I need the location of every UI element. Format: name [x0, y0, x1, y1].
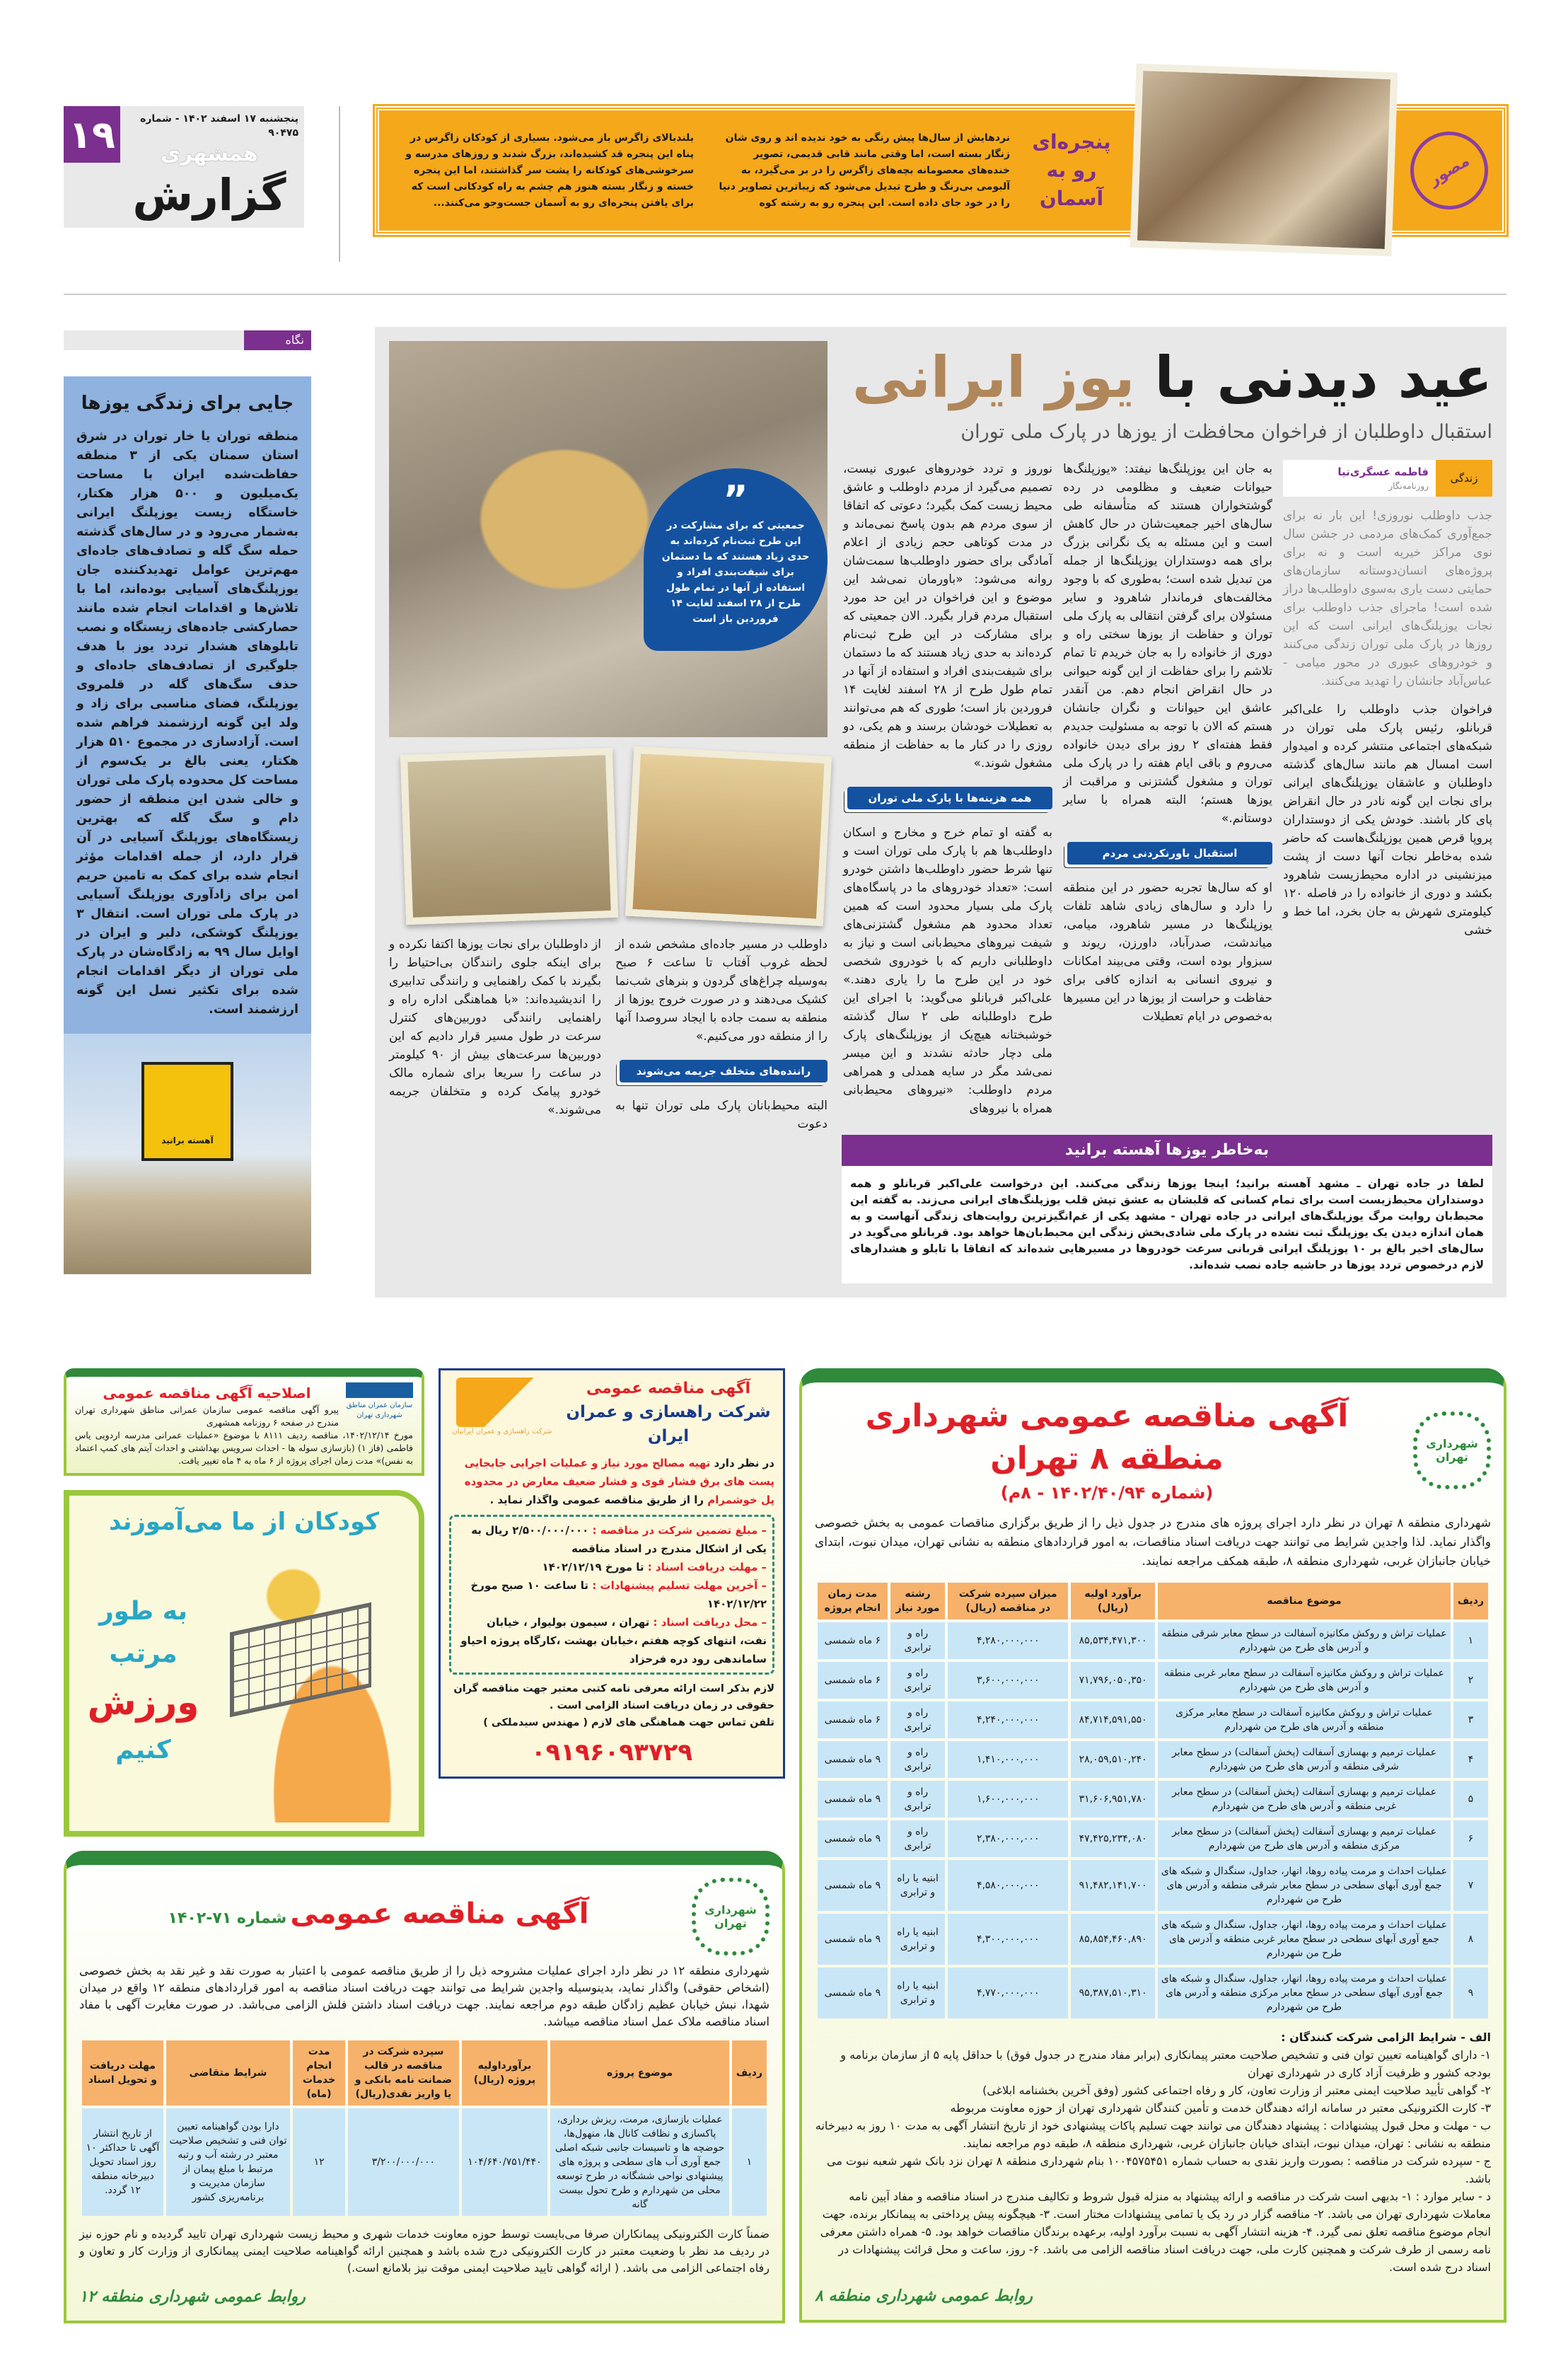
- table-cell: ۹ ماه شمسی: [818, 1741, 888, 1778]
- value: تا ساعت ۱۰ صبح مورخ ۱۴۰۲/۱۲/۲۲: [470, 1579, 767, 1610]
- table-cell: ۴,۵۸۰,۰۰۰,۰۰۰: [948, 1860, 1068, 1911]
- article-subheading: راننده‌های متخلف جریمه می‌شوند: [620, 1060, 828, 1082]
- kids-volleyball-illustration: [216, 1540, 410, 1822]
- table-cell: عملیات احداث و مرمت پیاده روها، انهار، جداول، سنگدال و شبکه های جمع آوری آبهای سطحی در سطح معابر مرکزی منطقه و آدرس های طرح من شهردارم: [1158, 1968, 1451, 2018]
- article-paragraph: او که سال‌ها تجربه حضور در این منطقه را دارد و سال‌های زیادی شاهد تلفات یوزپلنگ‌ها در مسیر شاهرود، میامی، میاندشت، صدرآباد، داورزن، ریوند و سبزوار بوده است، وقتی می‌بیند امکانات و نیروی انسانی به اندازه کافی برای حفاظت و حراست از یوزها در این مسیرها به‌خصوص در ایام تعطیلات: [1063, 881, 1272, 1024]
- label: – محل دریافت اسناد :: [653, 1616, 767, 1629]
- table-row: [818, 1781, 1488, 1818]
- text: تهیه مصالح مورد نیاز و عملیات اجرایی جابجایی پست های برق فشار قوی و فشار ضعیف معارض در محدوده پل خوشمرام: [464, 1457, 774, 1506]
- page-header: [64, 106, 1506, 262]
- article-paragraph: فراخوان جذب داوطلب را علی‌اکبر قربانلو، رئیس پارک ملی توران در شبکه‌های اجتماعی منتشر کرده و امیدوار است امسال هم مانند سال‌های گذشته داوطلبان و عاشقان یوزپلنگ‌های ایرانی برای نجات این گونه نادر در حال انقراض پای کار باشند. خودش یکی از دوستداران پروپا قرص همین یوزپلنگ‌هاست که حاضر شده به‌خاطر نجات آنها دست از پشت میزنشینی در اداره محیط‌زیست شاهرود بکشد و دوری از خانواده را در فاصله ۱۲۰ کیلومتری شهرش به جان بخرد، اما خط و خشی: [1283, 703, 1492, 937]
- table-cell: ۹ ماه شمسی: [818, 1820, 888, 1857]
- ad-signature: روابط عمومی شهرداری منطقه ۸: [815, 2287, 1033, 2305]
- sidebar-title: جایی برای زندگی یوزها: [81, 393, 294, 414]
- table-cell: راه و ترابری: [890, 1702, 946, 1738]
- sidebar-text: منطقه توران یا خار توران در شرق استان سمنان یکی از ۳ منطقه حفاظت‌شده ایران با مساحت یک‌میلیون و ۵۰۰ هزار هکتار، خاستگاه زیست یوزپلنگ ایرانی به‌شمار می‌رود و در سال‌های گذشته حمله سگ گله و تصادف‌های جاده‌ای مهم‌ترین عوامل تهدیدکننده جان یوزپلنگ‌های آسیایی بوده‌اند، اما با تلاش‌ها و اقدامات انجام شده مانند حصارکشی جاده‌های زیستگاه و نصب تابلوهای هشدار تردد یوز با هدف جلوگیری از تصادف‌های جاده‌ای و حذف سگ‌های گله در قلمروی یوزپلنگ، فضای مناسبی برای زاد و ولد این گونه ارزشمند فراهم شده است. آزادسازی در مجموع ۵۱۰ هزار هکتار، یعنی بالغ بر یک‌سوم از مساحت کل محدوده پارک ملی توران و خالی شدن این منطقه از حضور دام و سگ گله که بهترین زیستگاه‌های یوزپلنگ آسیایی در آن قرار دارد، از جمله اقدامات مؤثر انجام شده برای کمک به تامین حریم امن برای زادآوری یوزپلنگ آسیایی در پارک ملی توران است. انتقال ۳ یوزپلنگ کوشکی، دلبر و ایران در اوایل سال ۹۹ به زادگاه‌شان در پارک ملی توران از دیگر اقدامات انجام شده برای تکثیر نسل این گونه ارزشمند است.: [76, 429, 299, 1017]
- ad-slogan: کنیم: [115, 1735, 171, 1764]
- tehran-municipality-logo: شهرداری تهران: [1413, 1411, 1491, 1489]
- column-header: ردیف: [732, 2040, 767, 2105]
- section-tag: نگاه: [244, 330, 311, 350]
- article-paragraph: از داوطلبان برای نجات یوزها اکتفا نکرده و برای اینکه جلوی رانندگان بی‌احتیاط را بگیرند با کمک راهنمایی و رانندگی تدابیری را اندیشیده‌اند: «با هماهنگی اداره راه و راهنمایی رانندگی دوربین‌های کنترل سرعت در طول مسیر قرار دادیم که این دوربین‌ها سرعت‌های بیش از ۹۰ کیلومتر در ساعت را سریعا برای شماره مالک خودرو پیامک کرده و متخلفان جریمه می‌شوند.»: [389, 937, 601, 1117]
- article-lead: جذب داوطلب نوروزی! این بار نه برای جمع‌آوری کمک‌های مردمی در جشن سال نوی مراکز خیریه است و نه برای پروژه‌های انسان‌دوستانه سازمان‌های حمایتی دست یاری به‌سوی داوطلب‌ها دراز شده است! ماجرای جذب داوطلب برای نجات یوزپلنگ‌های ایرانی است که این روزها در پارک ملی توران زندگی می‌کنند و خودروهای عبوری در محور میامی - عباس‌آباد جانشان را تهدید می‌کنند.: [1283, 509, 1492, 688]
- road-sign-photo: [64, 1034, 311, 1274]
- table-cell: ۷۱,۷۹۶,۰۵۰,۳۵۰: [1071, 1662, 1155, 1699]
- cheetah-photo: [389, 341, 828, 737]
- table-cell: ۲,۳۸۰,۰۰۰,۰۰۰: [948, 1820, 1068, 1857]
- company-logo-caption: شرکت راهسازی و عمران ایرانیان: [452, 1428, 552, 1435]
- condition-line: ۱- دارای گواهینامه تعیین توان فنی و تشخیص صلاحیت معتبر پیمانکاری (برابر مفاد مندرج در جدول فوق) با حداقل پایه ۵ از سازمان برنامه و بودجه کشور و ظرفیت آزاد کاری در شهرداری تهران: [840, 2048, 1491, 2079]
- banner-text: نردهایش از سال‌ها پیش رنگی به خود ندیده اند و روی شان زنگار بسته است، اما وقتی مانند قابی قدیمی، تصویر خنده‌های معصومانه بچه‌های زاگرس را در بر می‌گیرد، به آلبومی بی‌رنگ و طرح تبدیل می‌شود که زیباترین تصاویر دنیا را در خود جای داده است. این پنجره رو به رشته کوه: [719, 132, 1010, 209]
- article-column: [389, 935, 601, 1119]
- table-cell: ۱۲: [293, 2108, 345, 2216]
- ad-body: [78, 1540, 410, 1822]
- ad-slogan: به طور: [98, 1597, 188, 1626]
- table-cell: ۳۱,۶۰۶,۹۵۱,۷۸۰: [1071, 1781, 1155, 1818]
- headline-part: یوز ایرانی: [852, 345, 1135, 410]
- ad-title-text: آگهی مناقصه عمومی: [290, 1897, 589, 1930]
- column-header: سپرده شرکت در مناقصه در قالب ضمانت نامه بانکی و یا واریز نقدی(ریال): [348, 2040, 458, 2105]
- ad-titles: [815, 1395, 1399, 1506]
- table-cell: عملیات ترمیم و بهسازی آسفالت (پخش آسفالت) در سطح معابر شرقی منطقه و آدرس های طرح من شهردارم: [1158, 1741, 1451, 1778]
- byline-box: [1283, 460, 1436, 497]
- table-row: [818, 1968, 1488, 2018]
- table-row: [818, 1662, 1488, 1699]
- article-column: [615, 935, 828, 1133]
- headline: [842, 341, 1492, 415]
- table-cell: ۴,۲۸۰,۰۰۰,۰۰۰: [948, 1622, 1068, 1659]
- table-cell: ۲۸,۰۵۹,۵۱۰,۲۴۰: [1071, 1741, 1155, 1778]
- author-role: روزنامه‌نگار: [1388, 481, 1429, 491]
- tender-ad-region-12: [64, 1851, 785, 2323]
- cheetah-warning-sign: آهسته برانید: [141, 1062, 233, 1161]
- column-header: شرایط متقاضی: [166, 2040, 290, 2105]
- table-cell: ۸۴,۷۱۴,۵۹۱,۵۵۰: [1071, 1702, 1155, 1738]
- ad-number: شماره ۷۱-۱۴۰۲: [168, 1910, 287, 1927]
- column-header: مدت زمان انجام پروژه: [818, 1583, 888, 1619]
- condition-line: ۳- کارت الکترونیکی معتبر در سامانه ارائه دهندگان خدمت و تأمین کنندگان شهرداری تهران از حوزه معاونت مربوطه: [950, 2101, 1491, 2115]
- page-number: ۱۹: [64, 106, 120, 163]
- table-cell: عملیات بازسازی، مرمت، ریزش برداری، پاکسازی و نظافت کانال ها، منهول‌ها، حوضچه ها و تاسیسات جانبی شبکه اصلی جمع آوری آب های سطحی و پروژه های پیشنهادی نواحی ششگانه در طرح توسعه محلی من شهردارم و طرح تحول بیست گانه: [550, 2108, 729, 2216]
- article-paragraph: به گفته او تمام خرج و مخارج و اسکان داوطلب‌ها هم با پارک ملی توران است و تنها شرط حضور داوطلب‌ها داشتن خودرو است: «تعداد خودروهای ما در پاسگاه‌های پارک ملی بسیار محدود است که همین تعداد محدود هم مشغول گشتزنی‌های شیفت نیروهای محیط‌بانی است و نیاز به داوطلبانی داریم که با خودروی شخصی خود در این طرح ما را یاری دهند.» علی‌اکبر قربانلو می‌گوید: با اجرای این طرح داوطلبانه طی ۲ سال گذشته خوشبختانه هیچ‌یک از یوزپلنگ‌های پارک ملی دچار حادثه نشدند و این میسر نمی‌شد مگر در سایه همدلی و همراهی مردم داوطلب: «نیروهای محیط‌بانی همراه با نیروهای: [843, 826, 1052, 1116]
- table-cell: ۴,۷۷۰,۰۰۰,۰۰۰: [948, 1968, 1068, 2018]
- column-header: موضوع پروژه: [550, 2040, 729, 2105]
- ad-note: [449, 1680, 774, 1731]
- table-row: [818, 1860, 1488, 1911]
- section-title: گزارش: [132, 169, 286, 221]
- table-row: [82, 2108, 767, 2216]
- tender-table: [815, 1580, 1491, 2021]
- table-row: [818, 1702, 1488, 1738]
- article-subheading: استقبال باورنکردنی مردم: [1067, 842, 1272, 865]
- label: – مبلغ تضمین شرکت در مناقصه :: [592, 1524, 767, 1537]
- ad-signature: روابط عمومی شهرداری منطقه ۱۲: [79, 2288, 306, 2306]
- cheetah-cubs-photo: [625, 746, 832, 926]
- column-header: مهلت دریافت و تحویل اسناد: [82, 2040, 163, 2105]
- value: ۲/۵۰۰/۰۰۰/۰۰۰ ریال به یکی از اشکال مندرج در اسناد مناقصه: [471, 1524, 767, 1555]
- table-cell: ۱: [732, 2108, 767, 2216]
- ad-header: [815, 1395, 1491, 1506]
- table-cell: ۸۵,۸۵۴,۴۶۰,۸۹۰: [1071, 1914, 1155, 1965]
- feature-section: [64, 327, 1506, 1298]
- article-paragraph: البته محیط‌بانان پارک ملی توران تنها به دعوت: [615, 1099, 828, 1131]
- article-paragraph: داوطلب در مسیر جاده‌ای مشخص شده از لحظه غروب آفتاب تا ساعت ۶ صبح به‌وسیله چراغ‌های گردون و بنرهای شب‌نما کشیک می‌دهند و در صورت خروج یوزها از منطقه به سمت جاده با ایجاد سروصدا آنها را از منطقه دور می‌کنیم.»: [615, 937, 828, 1044]
- table-row: [818, 1914, 1488, 1965]
- info-box: [842, 1135, 1492, 1283]
- tender-ad-rahsazi: [439, 1368, 785, 1779]
- cheetah-photo-small: [400, 748, 618, 925]
- table-header-row: [82, 2040, 767, 2105]
- table-cell: دارا بودن گواهینامه تعیین توان فنی و تشخیص صلاحیت معتبر در رشته آب و رتبه مرتبط با مبلغ پیمان از سازمان مدیریت و برنامه‌ریزی کشور: [166, 2108, 290, 2216]
- table-cell: ۹ ماه شمسی: [818, 1914, 888, 1965]
- article-column: [1063, 460, 1272, 1026]
- table-cell: عملیات احداث و مرمت پیاده روها، انهار، جداول، سنگدال و شبکه های جمع آوری آبهای سطحی در سطح معابر غربی منطقه و آدرس های طرح من شهردارم: [1158, 1914, 1451, 1965]
- ad-details: [449, 1515, 774, 1675]
- article-column: [1283, 460, 1492, 940]
- ad-conditions: [815, 2028, 1491, 2276]
- table-cell: ۷: [1453, 1860, 1488, 1911]
- table-cell: عملیات ترمیم و بهسازی آسفالت (پخش آسفالت) در سطح معابر مرکزی منطقه و آدرس های طرح من شهردارم: [1158, 1820, 1451, 1857]
- article-paragraph: نوروز و تردد خودروهای عبوری نیست، تصمیم می‌گیرد از مردم داوطلب و عاشق محیط زیست کمک بگیرد؛ دعوتی که اتفاقا از سوی مردم هم بدون پاسخ نمی‌ماند و در مدت کوتاهی حجم زیادی از اعلام آمادگی برای حضور داوطلب‌ها سمت‌شان روانه می‌شود: «باورمان نمی‌شد این موضوع و این فراخوان در این حد مورد استقبال مردم قرار بگیرد. الان جمعیتی که برای مشارکت در این طرح ثبت‌نام کرده‌اند به حدی زیاد هستند که ما دستمان برای شیفت‌بندی افراد و استفاده از آنها در تمام طول طرح از ۲۸ اسفند لغایت ۱۴ فروردین باز است؛ طوری که هم می‌توانند به تعطیلات خودشان برسند و هم یکی، دو روزی را در کنار ما به حفاظت از منطقه مشغول شوند.»: [843, 462, 1052, 770]
- table-cell: ۹۱,۴۸۲,۱۴۱,۷۰۰: [1071, 1860, 1155, 1911]
- table-cell: ۹: [1453, 1968, 1488, 2018]
- table-cell: ۴: [1453, 1741, 1488, 1778]
- kids-sport-ad: [64, 1490, 424, 1837]
- ad-titles: [562, 1377, 774, 1448]
- quote-icon: ”: [723, 478, 748, 522]
- tender-table: [79, 2038, 770, 2219]
- photo-row: [389, 751, 828, 921]
- headline-part: عید دیدنی با: [1154, 345, 1492, 410]
- table-cell: ۳,۶۰۰,۰۰۰,۰۰۰: [948, 1662, 1068, 1699]
- table-cell: ۳: [1453, 1702, 1488, 1738]
- table-cell: از تاریخ انتشار آگهی تا حداکثر ۱۰ روز اسناد تحویل دبیرخانه منطقه ۱۲ گردد.: [82, 2108, 163, 2216]
- issue-date: پنجشنبه ۱۷ اسفند ۱۴۰۲ - شماره ۹۰۴۷۵: [140, 113, 298, 139]
- banner-text: بلندبالای زاگرس باز می‌شود. بسیاری از کودکان زاگرس در پناه این پنجره قد کشیده‌اند، بزرگ شدند و روزهای مدرسه و سرخوشی‌های کودکانه را پشت سر گذاشتند، اما این پنجره خسته و زنگار بسته هنوز هم چشم به راه کودکانی است که برای یافتن پنجره‌ای رو به آسمان جست‌وجو می‌کنند...: [405, 132, 694, 209]
- condition-line: ب - مهلت و محل قبول پیشنهادات : پیشنهاد دهندگان می توانند جهت تسلیم پاکات پیشنهادی خود از تاریخ انتشار آگهی به مدت ۱۰ روز به دبیرخانه منطقه به نشانی : تهران، میدان نبوت، ابتدای خیابان جانبازان غربی، شهرداری منطقه ۸، طبقه دوم مراجعه نمایند.: [815, 2119, 1491, 2150]
- ad-text: مورخ ۱۴۰۲/۱۲/۱۴، مناقصه ردیف ۸۱۱۱ با موضوع «عملیات عمرانی مدرسه اردویی یاس فاطمی (فاز ۱) (بازسازی سوله ها - احداث سرویس بهداشتی و احداث آیتم های کمپ اعتماد به نفس)» مدت زمان اجرای پروژه از ۶ ماه به ۴ ماه تغییر یافت.: [75, 1430, 413, 1466]
- table-cell: ۶ ماه شمسی: [818, 1702, 888, 1738]
- condition-line: الف - شرایط الزامی شرکت کنندگان :: [1281, 2030, 1491, 2044]
- tag-bar: [64, 330, 311, 350]
- table-cell: عملیات احداث و مرمت پیاده روها، انهار، جداول، سنگدال و شبکه های جمع آوری آبهای سطحی در سطح معابر شرقی منطقه و آدرس های طرح من شهردارم: [1158, 1860, 1451, 1911]
- table-row: [818, 1820, 1488, 1857]
- ad-title: کودکان از ما می‌آموزند: [108, 1508, 380, 1536]
- table-cell: ۹ ماه شمسی: [818, 1781, 888, 1818]
- divider: [339, 106, 340, 262]
- article-columns: [842, 460, 1492, 1118]
- table-cell: راه و ترابری: [890, 1820, 946, 1857]
- paper-name: همشهری: [161, 141, 258, 166]
- table-cell: ۴۷,۴۲۵,۲۳۴,۰۸۰: [1071, 1820, 1155, 1857]
- sidebar: [64, 327, 311, 1274]
- table-cell: ۹۵,۳۸۷,۵۱۰,۳۱۰: [1071, 1968, 1155, 2018]
- pull-quote: [644, 468, 828, 651]
- organization-logo: سازمان عمران مناطق شهرداری تهران: [346, 1382, 413, 1421]
- ad-intro: شهرداری منطقه ۱۲ در نظر دارد اجرای عملیات مشروحه ذیل را از طریق مناقصه عمومی با اعتبار به صورت نقد و غیر نقد به بخش خصوصی (اشخاص حقوقی) واگذار نماید، بدینوسیله واجدین شرایط می توانند جهت دریافت اسناد مناقصه به امور قراردادهای منطقه ۱۲ واقع در میدان شهدا، نبش خیابان عظیم زادگان طبقه دوم مراجعه نمایند. جهت دریافت اسناد داشتن فلش الزامی می‌باشد. در صورت مغایرت آگهی با مفاد اسناد مناقصه ملاک عمل اسناد مناقصه میباشد.: [79, 1964, 770, 2028]
- ad-header: [75, 1382, 413, 1429]
- table-cell: ۱,۶۰۰,۰۰۰,۰۰۰: [948, 1781, 1068, 1818]
- column-header: رشته مورد نیاز: [890, 1583, 946, 1619]
- byline: [1283, 460, 1492, 497]
- ads-left-group: [64, 1368, 785, 2323]
- condition-line: ۲- گواهی تأیید صلاحیت ایمنی معتبر از وزارت تعاون، کار و رفاه اجتماعی کشور (وفق آخرین بخشنامه ابلاغی): [982, 2084, 1491, 2097]
- column-header: میزان سپرده شرکت در مناقصه (ریال): [948, 1583, 1068, 1619]
- sidebar-content: [64, 376, 311, 1034]
- article-main: [842, 341, 1492, 1283]
- table-cell: ۴,۳۰۰,۰۰۰,۰۰۰: [948, 1914, 1068, 1965]
- table-cell: عملیات ترمیم و بهسازی آسفالت (پخش آسفالت) در سطح معابر غربی منطقه و آدرس های طرح من شهردارم: [1158, 1781, 1451, 1818]
- ad-title: اصلاحیه آگهی مناقصه عمومی: [103, 1385, 311, 1402]
- text: در نظر دارد: [714, 1457, 774, 1469]
- article-column: [843, 460, 1052, 1118]
- masthead-block: [64, 106, 304, 228]
- table-cell: ابنیه یا راه و ترابری: [890, 1968, 946, 2018]
- tehran-municipality-logo: شهرداری تهران: [692, 1878, 770, 1956]
- table-cell: ۱: [1453, 1622, 1488, 1659]
- ad-header: [449, 1377, 774, 1448]
- table-cell: ۱,۴۱۰,۰۰۰,۰۰۰: [948, 1741, 1068, 1778]
- table-header-row: [818, 1583, 1488, 1619]
- table-cell: ۸۵,۵۳۴,۴۷۱,۳۰۰: [1071, 1622, 1155, 1659]
- table-cell: عملیات تراش و روکش مکانیزه آسفالت در سطح معابر شرقی منطقه و آدرس های طرح من شهردارم: [1158, 1622, 1451, 1659]
- column-header: برآورد اولیه (ریال): [1071, 1583, 1155, 1619]
- banner-title: پنجره‌ای رو به آسمان: [1032, 130, 1111, 210]
- phone-number: ۰۹۱۹۶۰۹۳۷۲۹: [530, 1738, 693, 1767]
- ad-slogan: ورزش: [87, 1682, 199, 1723]
- sidebar-box: [64, 376, 311, 1274]
- label: – مهلت دریافت اسناد :: [647, 1561, 767, 1573]
- ad-title: آگهی مناقصه عمومی شهرداری منطقه ۸ تهران: [865, 1398, 1349, 1477]
- column-header: برآورداولیه پروژه (ریال): [462, 2040, 548, 2105]
- ad-number: (شماره ۱۴۰۲/۴۰/۹۴ - ۸م): [1000, 1483, 1214, 1503]
- tender-ad-region-8: [799, 1368, 1506, 2323]
- table-cell: راه و ترابری: [890, 1741, 946, 1778]
- masthead-text: [120, 106, 304, 228]
- table-cell: ابنیه یا راه و ترابری: [890, 1914, 946, 1965]
- ad-main: [75, 1382, 339, 1429]
- stamp-icon: مصور: [1396, 117, 1502, 224]
- table-cell: راه و ترابری: [890, 1781, 946, 1818]
- column-header: مدت انجام خدمات (ماه): [293, 2040, 345, 2105]
- table-cell: ۹ ماه شمسی: [818, 1860, 888, 1911]
- text: لازم بذکر است ارائه معرفی نامه کتبی معتبر جهت مناقصه گران حقوقی در زمان دریافت اسناد الزامی است .: [453, 1683, 774, 1711]
- company-name: شرکت راهسازی و عمران ایران: [566, 1403, 771, 1445]
- table-cell: ۳/۲۰۰/۰۰۰/۰۰۰: [348, 2108, 458, 2216]
- ad-title: [79, 1894, 678, 1939]
- table-cell: راه و ترابری: [890, 1662, 946, 1699]
- table-cell: ۸: [1453, 1914, 1488, 1965]
- column-header: موضوع مناقصه: [1158, 1583, 1451, 1619]
- table-cell: ۴,۲۴۰,۰۰۰,۰۰۰: [948, 1702, 1068, 1738]
- kids-window-photo: [1130, 64, 1398, 257]
- table-cell: ۱۰۴/۶۴۰/۷۵۱/۴۴۰: [462, 2108, 548, 2216]
- box-heading: به‌خاطر یوزها آهسته برانید: [842, 1135, 1492, 1166]
- ad-intro: شهرداری منطقه ۸ تهران در نظر دارد اجرای پروژه های مندرج در جدول ذیل را از طریق برگزاری مناقصات عمومی به بخش خصوصی واگذار نماید. لذا واجدین شرایط می توانند جهت دریافت اسناد مناقصات، به امور قراردادهای منطقه به نشانی تهران، میدان نبوت، ابتدای خیابان جانبازان غربی، شهرداری منطقه ۸، طبقه همکف مراجعه نمایند.: [815, 1516, 1491, 1569]
- condition-line: د - سایر موارد : ۱- بدیهی است شرکت در مناقصه و ارائه پیشنهاد به منزله قبول شروط و تکالیف مندرج در اسناد مناقصه و مفاد آیین نامه معاملات شهرداری تهران می باشد. ۲- مناقصه گزار در رد یک یا تمامی پیشنهادات مختار است. ۳- هیچگونه پیش پرداختی به پیمانکار برنده، جهت انجام موضوع مناقصه تعلق نمی گیرد. ۴- هزینه انتشار آگهی به نسبت برآورد اولیه، برعهده برندگان مناقصات خواهد بود. ۵- همراه داشتن معرفی نامه رسمی از طرف شرکت و همچنین کارت ملی، جهت دریافت اسناد مناقصه الزامی می باشد. ۶- روز، ساعت و محل قرائت پیشنهادات در اسناد درج شده است.: [820, 2190, 1491, 2274]
- value: تهران ، سیمون بولیوار ، خیابان نفت، انتهای کوچه هفتم ،خیابان بهشت ،کارگاه پروژه احیاو ساماندهی رود دره فرحزاد: [460, 1616, 767, 1665]
- table-row: [818, 1741, 1488, 1778]
- company-logo-block: [449, 1377, 555, 1437]
- condition-line: ج - سپرده شرکت در مناقصه : بصورت واریز نقدی به حساب شماره ۱۰۰۴۵۷۵۴۵۱ بنام شهرداری منطقه ۸ تهران نزد بانک شهر شعبه نبوت می باشد.: [827, 2154, 1491, 2185]
- company-logo: [456, 1377, 548, 1427]
- article: [375, 327, 1506, 1298]
- label: – آخرین مهلت تسلیم پیشنهادات :: [592, 1579, 767, 1592]
- article-subheading: همه هزینه‌ها با پارک ملی توران: [847, 787, 1052, 809]
- ad-header: [79, 1878, 770, 1956]
- table-cell: ۹ ماه شمسی: [818, 1968, 888, 2018]
- article-columns: [389, 935, 828, 1133]
- box-text: لطفا در جاده تهران ـ مشهد آهسته برانید؛ اینجا یوزها زندگی می‌کنند. این درخواست علی‌اکبر قربانلو و همه دوستداران محیط‌زیست است برای تمام کسانی که قلبشان به عشق تپش قلب یوزپلنگ‌های ایرانی می‌زند. به گفته این محیط‌بان روایت مرگ یوزپلنگ‌های ایرانی در جاده تهران - مشهد یکی از غم‌انگیزترین روایت‌های زندگی آنهاست و به همان اندازه دیدن یک یوزپلنگ ثبت نشده در پارک ملی شادی‌بخش زندگی این محیط‌بان‌ها خواهد بود. قربانلو می‌گوید در سال‌های اخیر بالغ بر ۱۰ یوزپلنگ ایرانی قربانی سرعت خودروها در مسیرهایی شده‌اند که اتفاقا با تابلو و هشدارهای لازم درخصوص تردد یوزها در حاشیه جاده نصب شده‌اند.: [850, 1177, 1484, 1271]
- ads-column: [64, 1368, 424, 1837]
- ad-slogan-block: [78, 1590, 209, 1772]
- table-cell: ۶ ماه شمسی: [818, 1662, 888, 1699]
- pull-quote-text: جمعیتی که برای مشارکت در این طرح ثبت‌نام کرده‌اند به حدی زیاد هستند که ما دستمان برای شیفت‌بندی افراد و استفاده از آنها در تمام طول طرح از ۲۸ اسفند لغایت ۱۴ فروردین باز است: [661, 520, 810, 625]
- author-name: فاطمه عسگری‌نیا: [1337, 466, 1429, 478]
- table-cell: ۲: [1453, 1662, 1488, 1699]
- ad-title: آگهی مناقصه عمومی: [586, 1380, 751, 1397]
- photo-feature-banner: [375, 106, 1506, 235]
- table-cell: ابنیه یا راه و ترابری: [890, 1860, 946, 1911]
- table-cell: عملیات تراش و روکش مکانیزه آسفالت در سطح معابر مرکزی منطقه و آدرس های طرح من شهردارم: [1158, 1702, 1451, 1738]
- table-row: [818, 1622, 1488, 1659]
- ads-section: [64, 1368, 1506, 2323]
- ad-text: پیرو آگهی مناقصه عمومی سازمان عمرانی مناطق شهرداری تهران مندرج در صفحه ۶ روزنامه همشهری: [75, 1404, 339, 1428]
- table-cell: عملیات تراش و روکش مکانیزه آسفالت در سطح معابر غربی منطقه و آدرس های طرح من شهردارم: [1158, 1662, 1451, 1699]
- volleyball-net-icon: [230, 1602, 371, 1718]
- table-cell: ۶ ماه شمسی: [818, 1622, 888, 1659]
- column-header: ردیف: [1453, 1583, 1488, 1619]
- ad-intro: [449, 1454, 774, 1509]
- text: را از طریق مناقصه عمومی واگذار نماید .: [489, 1494, 704, 1506]
- text: تلفن تماس جهت هماهنگی های لازم ( مهندس سیدملکی ): [483, 1717, 774, 1728]
- section-tag: زندگی: [1436, 460, 1492, 497]
- ad-slogan: مرتب: [109, 1639, 178, 1668]
- ads-row: [64, 1368, 785, 1837]
- value: تا مورخ ۱۴۰۲/۱۲/۱۹: [542, 1561, 644, 1573]
- subheadline: استقبال داوطلبان از فراخوان محافظت از یوزها در پارک ملی توران: [960, 421, 1492, 443]
- article-paragraph: به جان این یوزپلنگ‌ها نیفتد: «یوزپلنگ‌ها حیوانات ضعیف و مظلومی در رده گوشتخواران هستند که متأسفانه طی سال‌های اخیر جمعیت‌شان در حال کاهش است و این مسئله به یک نگرانی بزرگ برای همه دوستداران یوزپلنگ‌ها از جمله من تبدیل شده است؛ به‌طوری که با وجود مخالفت‌های فرماندار شاهرود و سایر مسئولان برای گرفتن انتقالی به پارک ملی توران و حفاظت از یوزها سختی راه و دوری از خانواده را به جان خریدم تا تمام تلاشم را برای حفاظت از این گونه حیوانی در حال انقراض انجام دهم. من آنقدر عاشق این حیوانات و نگران جانشان هستم که الان با توجه به مسئولیت جدیدم فقط هفته‌ای ۲ روز برای دیدن خانواده می‌روم و باقی ایام هفته را در پارک ملی توران و مشغول گشتزنی و مراقبت از یوزها هستم؛ البته همراه با سایر دوستانم.»: [1063, 462, 1272, 826]
- table-cell: ۵: [1453, 1781, 1488, 1818]
- divider: [64, 294, 1506, 295]
- table-cell: ۶: [1453, 1820, 1488, 1857]
- ad-note: ضمناً کارت الکترونیکی پیمانکاران صرفا می‌بایست توسط حوزه معاونت خدمات شهری و محیط زیست شهرداری تهران تایید گردیده و نام حوزه نیز در ردیف مد نظر با وضعیت معتبر در کارت الکترونیکی درج شده باشد و همچنین ارائه گواهینامه صلاحیت ایمنی پیمانکاری از وزارت کار و تعاون و رفاه اجتماعی الزامی می باشد. ( ارائه گواهی تایید صلاحیت ایمنی موقت نیز بلامانع است.): [79, 2227, 770, 2275]
- table-cell: راه و ترابری: [890, 1622, 946, 1659]
- article-media: [389, 341, 828, 1133]
- correction-ad: [64, 1368, 424, 1476]
